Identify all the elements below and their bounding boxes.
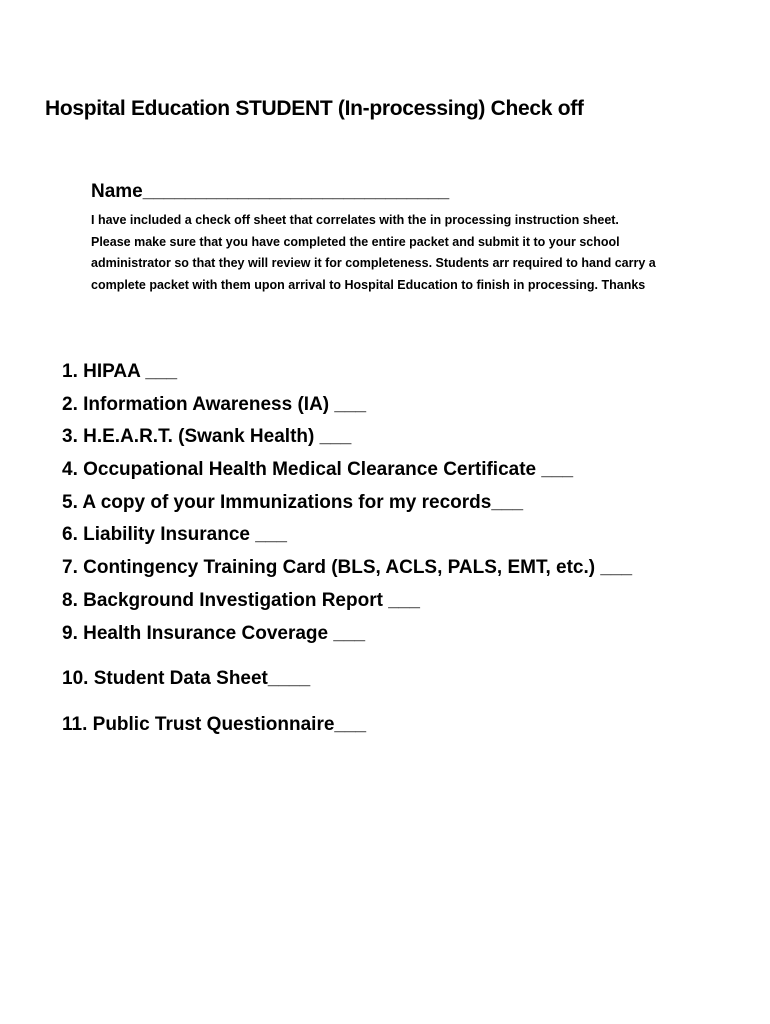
- checklist-item-student-data-sheet: 10. Student Data Sheet____: [62, 668, 311, 690]
- instructions-line: administrator so that they will review it for completeness. Students arr required to hand carry a: [91, 256, 656, 270]
- checklist: [62, 356, 632, 742]
- checklist-item-liability-insurance: 6. Liability Insurance ___: [62, 524, 287, 546]
- checklist-item-background-investigation: 8. Background Investigation Report ___: [62, 589, 420, 611]
- instructions-line: I have included a check off sheet that correlates with the in processing instruction sheet.: [91, 213, 619, 227]
- checklist-item-health-insurance: 9. Health Insurance Coverage ___: [62, 622, 366, 644]
- instructions-paragraph: [91, 210, 731, 296]
- checklist-item-contingency-training-card: 7. Contingency Training Card (BLS, ACLS, PALS, EMT, etc.) ___: [62, 557, 633, 579]
- instructions-line: Please make sure that you have completed the entire packet and submit it to your school: [91, 234, 620, 249]
- checklist-item-information-awareness: 2. Information Awareness (IA) ___: [62, 393, 367, 415]
- checklist-item-public-trust-questionnaire: 11. Public Trust Questionnaire___: [62, 713, 367, 735]
- checklist-item-hipaa: 1. HIPAA ___: [62, 361, 178, 382]
- checklist-item-occupational-health: 4. Occupational Health Medical Clearance Certificate ___: [62, 459, 574, 481]
- checklist-item-immunizations: 5. A copy of your Immunizations for my records___: [62, 491, 524, 513]
- name-field-label: Name_____________________________: [91, 181, 450, 202]
- page-title: Hospital Education STUDENT (In-processing) Check off: [45, 97, 584, 120]
- checklist-item-heart: 3. H.E.A.R.T. (Swank Health) ___: [62, 426, 352, 448]
- instructions-line: complete packet with them upon arrival to Hospital Education to finish in processing. Thanks: [91, 277, 646, 292]
